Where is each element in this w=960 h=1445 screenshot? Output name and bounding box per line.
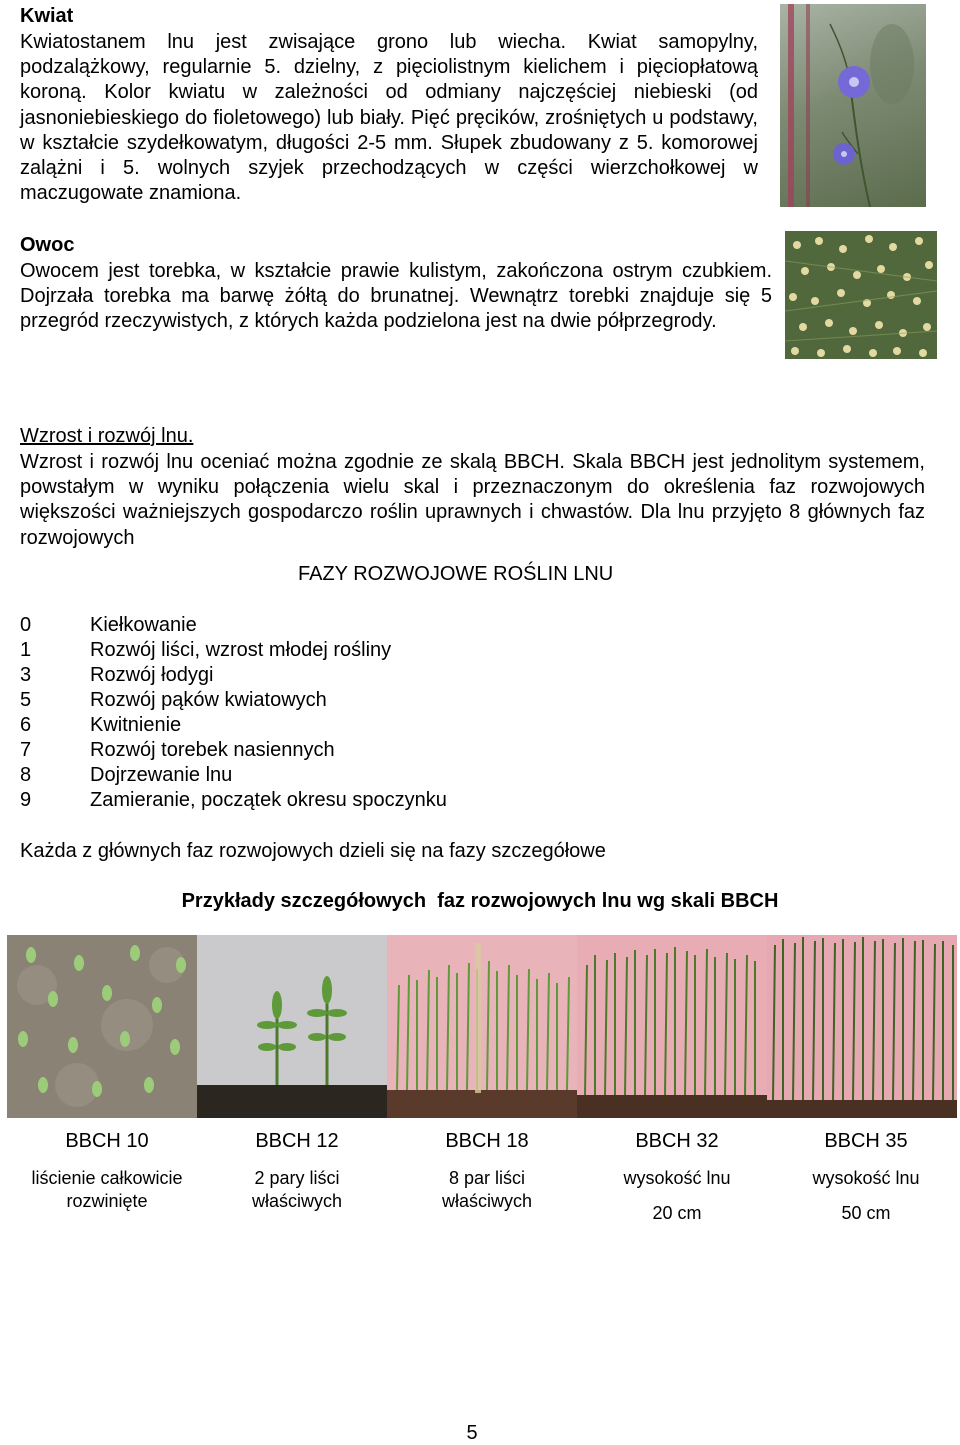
- phases-note: Każda z głównych faz rozwojowych dzieli się na fazy szczegółowe: [20, 840, 606, 862]
- growth-heading: Wzrost i rozwój lnu.: [20, 425, 194, 447]
- bbch10-code: BBCH 10: [65, 1130, 149, 1152]
- fruit-heading: Owoc: [20, 234, 75, 256]
- bbch18-code: BBCH 18: [445, 1130, 529, 1152]
- bbch32-desc: wysokość lnu: [623, 1168, 731, 1188]
- growth-paragraph: Wzrost i rozwój lnu oceniać można zgodnie ze skalą BBCH. Skala BBCH jest jednolitym systemem, powstałym w wyniku połączenia wielu skal i przeznaczonym do określenia faz rozwojowych większości ważniejszych gospodarczo roślin uprawnych i chwastów. Dla lnu przyjęto 8 głównych faz rozwojowych: [20, 451, 925, 549]
- phase-code: 9: [20, 789, 32, 811]
- phase-name: Kwitnienie: [90, 714, 182, 736]
- bbch35-height: 50 cm: [841, 1203, 891, 1223]
- bbch35-photo: [767, 935, 957, 1118]
- phase-name: Dojrzewanie lnu: [90, 764, 233, 786]
- phase-name: Rozwój łodygi: [90, 664, 214, 686]
- bbch32-photo: [577, 935, 767, 1118]
- flower-paragraph: Kwiatostanem lnu jest zwisające grono lub wiecha. Kwiat samopylny, podzalążkowy, regularnie 5. dzielny, z pięciolistnym kielichem i pięciopłatową koroną. Kolor kwiatu w zależności od odmiany najczęściej niebieski (od jasnoniebieskiego do fioletowego) lub biały. Pięć pręcików, zrośniętych u podstawy, w kształcie szydełkowatym, długości 2-5 mm. Słupek zbudowany z 5. komorowej zalążni i 5. wolnych szyjek przechodzących w części wierzchołkowej w maczugowate znamiona.: [20, 31, 758, 205]
- examples-title: Przykłady szczegółowych faz rozwojowych lnu wg skali BBCH: [181, 890, 779, 912]
- phase-name: Kiełkowanie: [90, 614, 197, 636]
- bbch10-desc: liścienie całkowicie rozwinięte: [31, 1168, 183, 1211]
- phase-code: 6: [20, 714, 32, 736]
- phase-name: Zamieranie, początek okresu spoczynku: [90, 789, 447, 811]
- phase-code: 0: [20, 614, 32, 636]
- page-number: 5: [466, 1422, 478, 1444]
- bbch32-height: 20 cm: [652, 1203, 702, 1223]
- phase-name: Rozwój liści, wzrost młodej rośliny: [90, 639, 392, 661]
- bbch12-photo: [197, 935, 387, 1118]
- phases-title: FAZY ROZWOJOWE ROŚLIN LNU: [298, 563, 614, 585]
- bbch18-photo: [387, 935, 577, 1118]
- flax-capsules-photo: [785, 231, 937, 359]
- bbch12-code: BBCH 12: [255, 1130, 339, 1152]
- flax-flower-photo: [780, 4, 926, 207]
- phase-code: 7: [20, 739, 32, 761]
- phase-code: 8: [20, 764, 32, 786]
- bbch18-desc: 8 par liści właściwych: [441, 1168, 533, 1211]
- bbch10-photo: [7, 935, 197, 1118]
- bbch35-desc: wysokość lnu: [812, 1168, 920, 1188]
- bbch35-code: BBCH 35: [824, 1130, 908, 1152]
- bbch12-desc: 2 pary liści właściwych: [251, 1168, 343, 1211]
- phase-code: 5: [20, 689, 32, 711]
- fruit-paragraph: Owocem jest torebka, w kształcie prawie kulistym, zakończona ostrym czubkiem. Dojrzała torebka ma barwę żółtą do brunatnej. Wewnątrz torebki znajduje się 5 przegród rzeczywistych, z których każda podzielona jest na dwie półprzegrody.: [20, 260, 772, 333]
- phase-code: 3: [20, 664, 32, 686]
- phase-name: Rozwój pąków kwiatowych: [90, 689, 327, 711]
- bbch32-code: BBCH 32: [635, 1130, 719, 1152]
- phase-name: Rozwój torebek nasiennych: [90, 739, 335, 761]
- flower-heading: Kwiat: [20, 5, 74, 27]
- phase-code: 1: [20, 639, 32, 661]
